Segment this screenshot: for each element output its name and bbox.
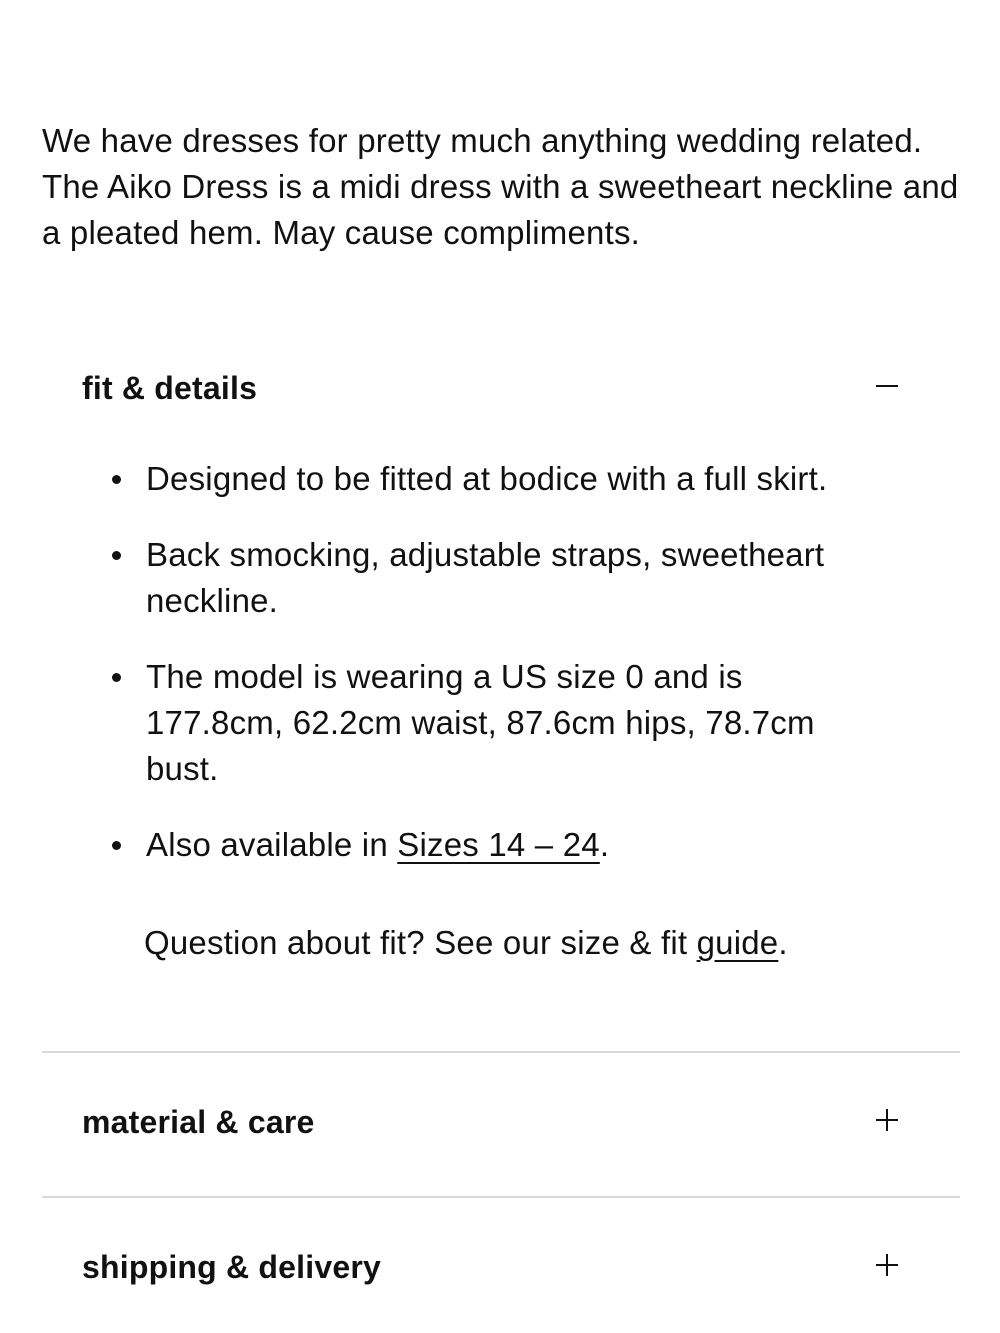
fit-details-header[interactable] [42,358,960,418]
fit-question-suffix: . [778,924,788,961]
list-item-text: Back smocking, adjustable straps, sweetheart neckline. [146,536,825,619]
list-item [106,654,866,792]
bullet-icon [112,475,121,484]
sizes-link[interactable]: Sizes 14 – 24 [397,826,600,863]
fit-details-section [42,358,960,961]
list-item-text: The model is wearing a US size 0 and is 177.8cm, 62.2cm waist, 87.6cm hips, 78.7cm bust. [146,658,815,787]
list-item-text: Designed to be fitted at bodice with a full skirt. [146,460,828,497]
shipping-delivery-header[interactable] [42,1237,960,1297]
availability-prefix: Also available in [146,826,398,863]
fit-details-list [106,456,866,898]
divider [42,1196,960,1198]
size-guide-link[interactable]: guide [696,924,779,961]
plus-icon[interactable] [874,1106,902,1134]
bullet-icon [112,841,121,850]
bullet-icon [112,551,121,560]
fit-question [144,920,788,966]
material-care-section [42,1092,960,1152]
list-item [106,822,866,868]
shipping-delivery-section [42,1237,960,1297]
product-description: We have dresses for pretty much anything wedding related. The Aiko Dress is a midi dress with a sweetheart neckline and a pleated hem. May cause compliments. [42,122,959,251]
bullet-icon [112,673,121,682]
minus-icon[interactable] [874,372,902,400]
list-item [106,456,866,502]
plus-icon[interactable] [874,1251,902,1279]
fit-details-title: fit & details [82,370,258,406]
divider [42,1051,960,1053]
fit-question-text: Question about fit? See our size & fit [144,924,697,961]
material-care-header[interactable] [42,1092,960,1152]
availability-suffix: . [599,826,610,863]
shipping-delivery-title: shipping & delivery [82,1249,381,1285]
material-care-title: material & care [82,1104,315,1140]
list-item [106,532,866,624]
